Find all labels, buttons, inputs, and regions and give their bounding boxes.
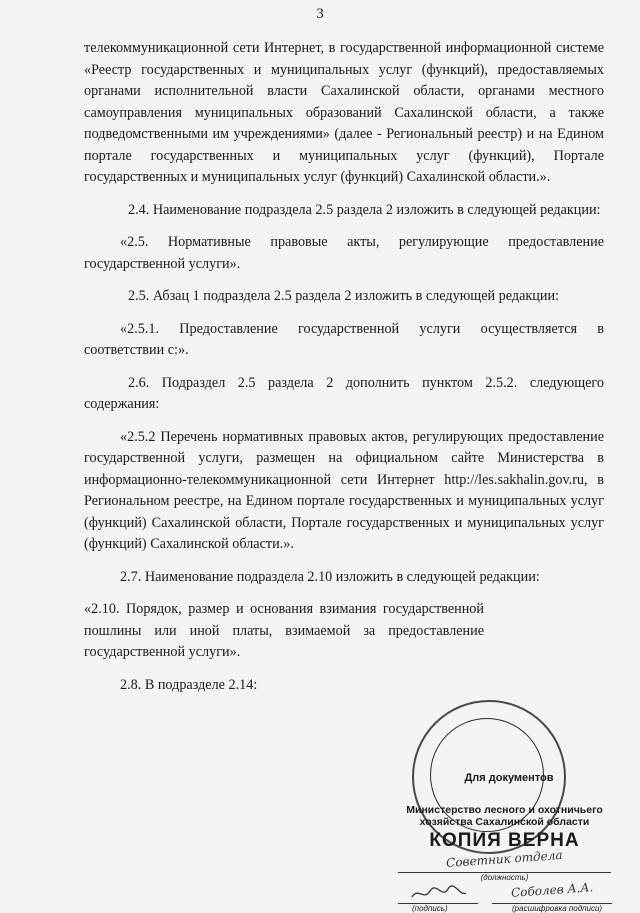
paragraph-2-7: 2.7. Наименование подраздела 2.10 изложить в следующей редакции: xyxy=(120,568,540,585)
paragraph-2-5-title: «2.5. Нормативные правовые акты, регулирующие предоставление государственной услуги». xyxy=(84,234,604,272)
signature-mark-icon xyxy=(408,883,468,903)
position-line xyxy=(398,847,611,873)
paragraph-continuation: телекоммуникационной сети Интернет, в государственной информационной системе «Реестр государственных и муниципальных услуг (функций), предоставляемых органами исполнительной власти Сахалинской области, органами местного самоуправления муниципальных образований Сахалинской области, а также подведомственными им учреждениями» (далее - Региональный реестр) и на Едином портале государственных и муниципальных услуг (функций), Портале государственных и муниципальных услуг (функций) Сахалинской области.». xyxy=(84,40,604,185)
position-caption: (должность) xyxy=(480,873,529,882)
paragraph-2-5: 2.5. Абзац 1 подраздела 2.5 раздела 2 изложить в следующей редакции: xyxy=(128,288,559,304)
signature-line xyxy=(398,883,478,904)
paragraph-2-6: 2.6. Подраздел 2.5 раздела 2 дополнить пунктом 2.5.2. следующего содержания: xyxy=(84,374,604,412)
signature-caption: (подпись) xyxy=(412,904,448,913)
stamp-organization: Министерство лесного и охотничьего хозяйства Сахалинской области xyxy=(406,804,603,828)
paragraph-2-10: «2.10. Порядок, размер и основания взимания государственной пошлины или иной платы, взимаемой за предоставление государственной услуги». xyxy=(84,601,484,660)
paragraph-2-5-2: «2.5.2 Перечень нормативных правовых актов, регулирующих предоставление государственной услуги, размещен на официальном сайте Министерства в информационно-телекоммуникационной сети Интернет http://les.sakhalin.gov.ru, в Региональном реестре, на Едином портале государственных и муниципальных услуг (функций) Сахалинской области, Портале государственных и муниципальных услуг (функций) Сахалинской области.». xyxy=(84,428,604,552)
seal-text: Для документов xyxy=(464,772,554,784)
document-body xyxy=(84,38,604,707)
name-caption: (расшифровка подписи) xyxy=(512,904,603,913)
paragraph-2-5-1: «2.5.1. Предоставление государственной услуги осуществляется в соответствии с:». xyxy=(84,320,604,358)
page-number: 3 xyxy=(316,6,324,22)
name-line xyxy=(492,880,612,904)
signature-row xyxy=(392,880,617,913)
copy-certified-box xyxy=(392,804,617,913)
position-value: Советник отдела xyxy=(445,847,564,871)
paragraph-2-4: 2.4. Наименование подраздела 2.5 раздела 2 изложить в следующей редакции: xyxy=(128,201,601,218)
certification-stamp xyxy=(392,700,632,913)
name-value: Соболев А.А. xyxy=(510,880,594,900)
stamp-title: КОПИЯ ВЕРНА xyxy=(429,830,580,851)
paragraph-2-8: 2.8. В подразделе 2.14: xyxy=(120,676,258,693)
